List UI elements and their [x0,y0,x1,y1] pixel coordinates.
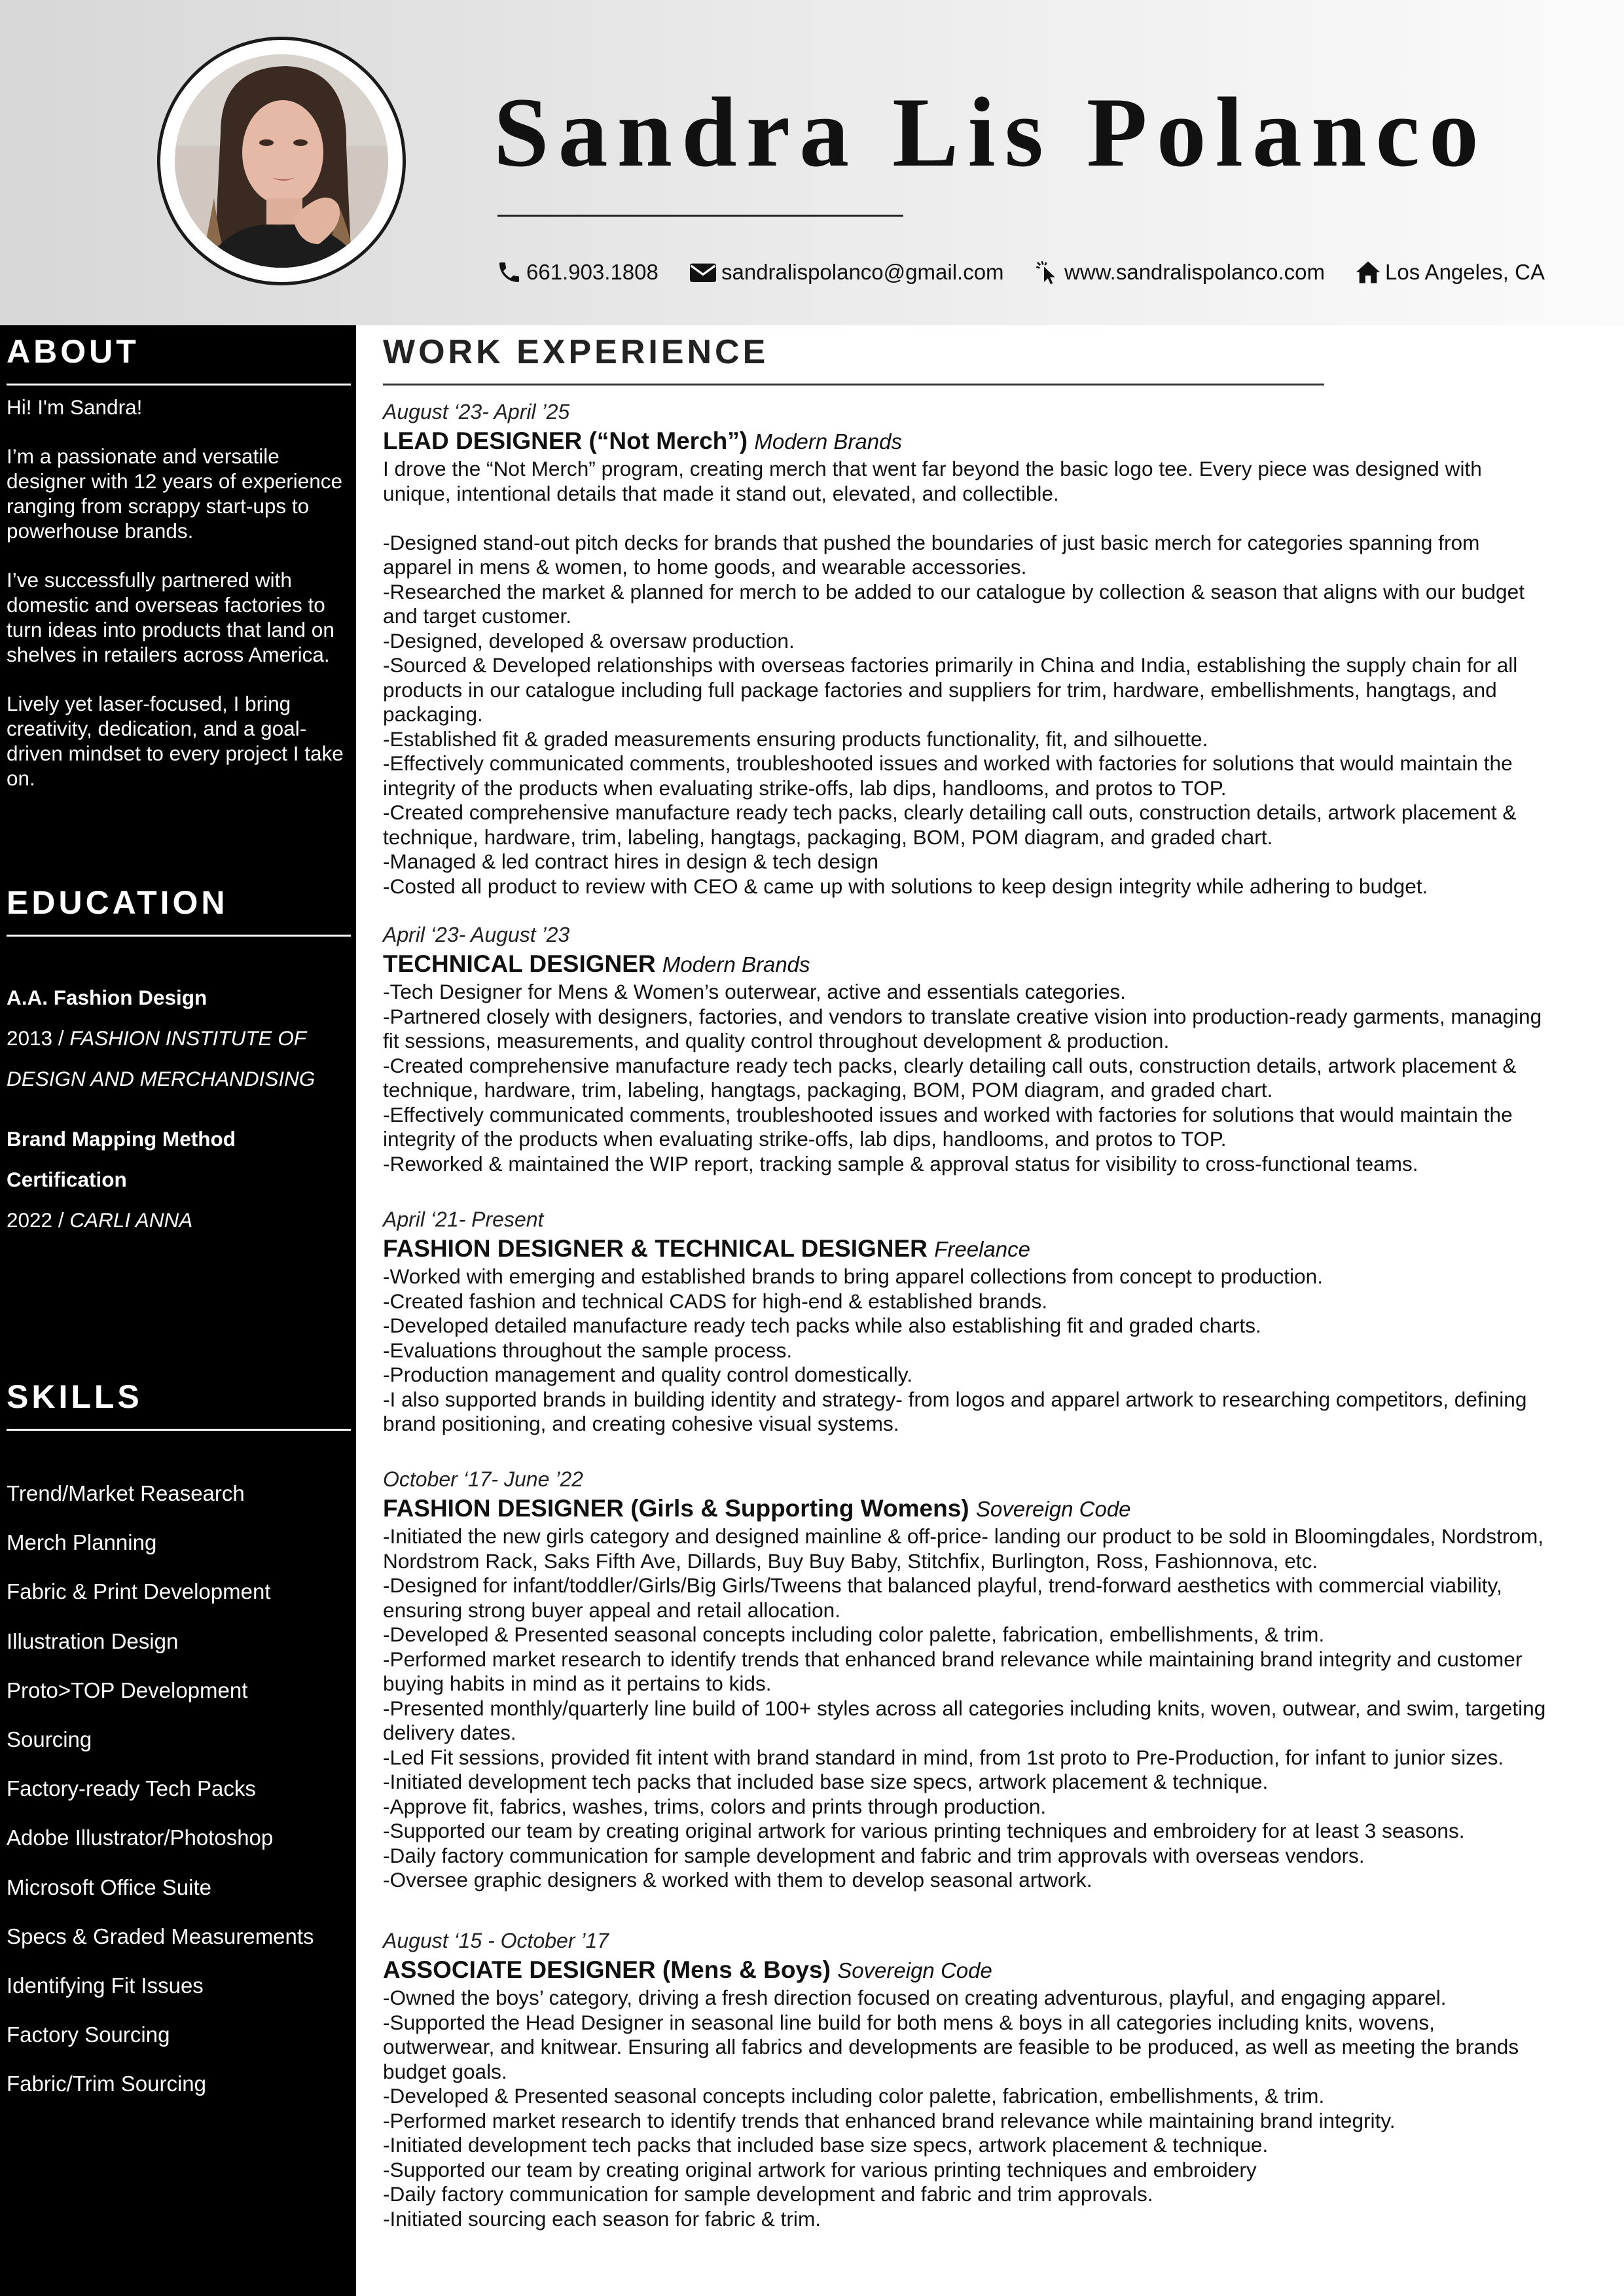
contact-phone[interactable] [496,255,659,289]
certification: Brand Mapping Method [7,1127,236,1151]
website-text: www.sandralispolanco.com [1064,260,1326,284]
sidebar [0,325,356,2296]
job-dates: October ‘17- June ’22 [383,1467,583,1491]
job-title: TECHNICAL DESIGNER Modern Brands [383,950,810,977]
profile-photo [175,54,388,268]
cursor-click-icon [1034,259,1060,285]
skill-item: Fabric & Print Development [7,1579,271,1604]
about-paragraph: I’ve successfully partnered with domestic and overseas factories to turn ideas into products that land on shelves in retailers across America. [7,568,334,666]
location-text: Los Angeles, CA [1385,260,1545,284]
job-description: I drove the “Not Merch” program, creating merch that went far beyond the basic logo tee. Every piece was designed with unique, intentional details that made it stand out, elevated, and collectible. -Designed stand-out pitch decks for brands that pushed the boundaries of just basic merch for categories spanning from apparel in mens & women, to home goods, and wearable accessories. -Researched the market & planned for merch to be added to our catalogue by collection & season that aligns with our budget and target customer. -Designed, developed & oversaw production. -Sourced & Developed relationships with overseas factories primarily in China and India, establishing the supply chain for all products in our catalogue including full package factories and suppliers for trim, hardware, embellishments, hangtags, and packaging. -Established fit & graded measurements ensuring products functionality, fit, and silhouette. -Effectively communicated comments, troubleshooted issues and worked with factories for solutions that would maintain the integrity of the products when evaluating strike-offs, lab dips, handlooms, and protos to TOP. -Created comprehensive manufacture ready tech packs, clearly detailing call outs, construction details, artwork placement & technique, hardware, trim, labeling, hangtags, packaging, BOM, POM diagram, and graded chart. -Managed & led contract hires in design & tech design -Costed all product to review with CEO & came up with solutions to keep design integrity while adhering to budget. [383,457,1525,898]
certification: Certification [7,1168,127,1191]
job-entry [383,1926,1614,2231]
phone-icon [496,259,522,285]
email-text: sandralispolanco@gmail.com [721,260,1004,284]
skill-item: Illustration Design [7,1628,179,1653]
skill-item: Trend/Market Reasearch [7,1481,245,1505]
skill-item: Adobe Illustrator/Photoshop [7,1825,274,1850]
home-icon [1355,259,1381,285]
job-dates: April ‘21- Present [383,1208,544,1231]
education-divider [7,935,351,937]
skills-heading: SKILLS [7,1378,143,1415]
job-company: Freelance [934,1237,1030,1261]
job-dates: August ‘15 - October ’17 [383,1929,609,1952]
profile-photo-frame [157,37,406,285]
work-experience-divider [383,384,1324,386]
job-description: -Worked with emerging and established brands to bring apparel collections from concept to production. -Created fashion and technical CADS for high-end & established brands. -Developed detailed manufacture ready tech packs while also establishing fit and graded charts. -Evaluations throughout the sample process. -Production management and quality control domestically. -I also supported brands in building identity and strategy- from logos and apparel artwork to researching competitors, defining brand positioning, and creating cohesive visual systems. [383,1265,1527,1435]
skill-item: Fabric/Trim Sourcing [7,2072,207,2096]
phone-text: 661.903.1808 [526,260,659,284]
job-company: Sovereign Code [837,1958,992,1982]
job-title: ASSOCIATE DESIGNER (Mens & Boys) Sovereign Code [383,1956,992,1983]
job-title: LEAD DESIGNER (“Not Merch”) Modern Brands [383,427,902,454]
skill-item: Sourcing [7,1727,92,1752]
skill-item: Microsoft Office Suite [7,1874,212,1899]
skill-item: Identifying Fit Issues [7,1973,204,1998]
degree: A.A. Fashion Design [7,986,208,1009]
education-entry [7,1119,350,1240]
skills-list [7,1469,350,2109]
skill-item: Factory-ready Tech Packs [7,1776,256,1801]
skills-divider [7,1429,351,1431]
job-description: -Initiated the new girls category and designed mainline & off-price- landing our product to be sold in Bloomingdales, Nordstrom, Nordstrom Rack, Saks Fifth Ave, Dillards, Buy Buy Baby, Stitchfix, Burlington, Ross, Fashionnova, etc. -Designed for infant/toddler/Girls/Big Girls/Tweens that balanced playful, trend-forward aesthetics with commercial viability, ensuring strong buyer appeal and retail allocation. -Developed & Presented seasonal concepts including color palette, fabrication, embellishments, & trim. -Performed market research to identify trends that enhanced brand relevance while maintaining brand integrity and customer buying habits in mind as it pertains to kids. -Presented monthly/quarterly line build of 100+ styles across all categories including knits, woven, outwear, and swim, targeting delivery dates. -Led Fit sessions, provided fit intent with brand standard in mind, from 1st proto to Pre-Production, for infant to junior sizes. -Initiated development tech packs that included base size specs, artwork placement & technique. -Approve fit, fabrics, washes, trims, colors and prints through production. -Supported our team by creating original artwork for various printing techniques and embroidery for at least 3 seasons. -Daily factory communication for sample development and fabric and trim approvals with overseas vendors. -Oversee graphic designers & worked with them to develop seasonal artwork. [383,1524,1546,1892]
job-company: Modern Brands [754,429,902,454]
about-paragraph: Hi! I'm Sandra! [7,395,143,419]
full-name: Sandra Lis Polanco [494,77,1488,187]
job-entry [383,397,1614,899]
envelope-icon [689,259,717,285]
header [0,0,1624,325]
job-company: Sovereign Code [975,1497,1131,1521]
job-entry [383,1205,1614,1437]
about-paragraph: Lively yet laser-focused, I bring creativity, dedication, and a goal-driven mindset to every project I take on. [7,692,344,790]
contact-website[interactable] [1034,255,1325,289]
skill-item: Proto>TOP Development [7,1677,248,1702]
job-entry [383,920,1614,1176]
contact-location[interactable] [1355,255,1545,289]
job-title: FASHION DESIGNER & TECHNICAL DESIGNER Freelance [383,1235,1030,1262]
school-name: DESIGN AND MERCHANDISING [7,1067,316,1090]
skill-item: Merch Planning [7,1530,157,1555]
certification-year-school: 2022 / CARLI ANNA [7,1208,193,1232]
job-title: FASHION DESIGNER (Girls & Supporting Womens) Sovereign Code [383,1495,1131,1522]
degree-year-school: 2013 / FASHION INSTITUTE OF [7,1026,307,1050]
job-entry [383,1465,1614,1893]
education-entry [7,977,350,1099]
about-paragraph: I’m a passionate and versatile designer with 12 years of experience ranging from scrappy start-ups to powerhouse brands. [7,444,343,543]
education-heading: EDUCATION [7,884,228,921]
job-description: -Owned the boys’ category, driving a fresh direction focused on creating adventurous, playful, and engaging apparel. -Supported the Head Designer in seasonal line build for both mens & boys in all categories including knits, wovens, outwerwear, and knitwear. Ensuring all fabrics and developments are feasible to be produced, as well as meeting the brands budget goals. -Developed & Presented seasonal concepts including color palette, fabrication, embellishments, & trim. -Performed market research to identify trends that enhanced brand relevance while maintaining brand integrity. -Initiated development tech packs that included base size specs, artwork placement & technique. -Supported our team by creating original artwork for various printing techniques and embroidery -Daily factory communication for sample development and fabric and trim approvals. -Initiated sourcing each season for fabric & trim. [383,1986,1519,2231]
name-divider [497,215,903,217]
about-text [7,395,350,815]
contact-email[interactable] [689,255,1004,289]
skill-item: Specs & Graded Measurements [7,1924,314,1948]
about-heading: ABOUT [7,333,139,370]
job-dates: August ‘23- April ’25 [383,400,570,423]
job-description: -Tech Designer for Mens & Women’s outerwear, active and essentials categories. -Partnered closely with designers, factories, and vendors to translate creative vision into production-ready garments, managing fit sessions, measurements, and quality control throughout development & production. -Created comprehensive manufacture ready tech packs, clearly detailing call outs, construction details, artwork placement & technique, hardware, trim, labeling, hangtags, packaging, BOM, POM diagram, and graded chart. -Effectively communicated comments, troubleshooted issues and worked with factories for solutions that would maintain the integrity of the products when evaluating strike-offs, lab dips, handlooms, and protos to TOP. -Reworked & maintained the WIP report, tracking sample & approval status for visibility to cross-functional teams. [383,980,1542,1175]
about-divider [7,384,351,386]
job-company: Modern Brands [662,952,810,977]
job-dates: April ‘23- August ’23 [383,923,570,946]
work-experience-heading: WORK EXPERIENCE [383,333,769,371]
skill-item: Factory Sourcing [7,2022,170,2047]
